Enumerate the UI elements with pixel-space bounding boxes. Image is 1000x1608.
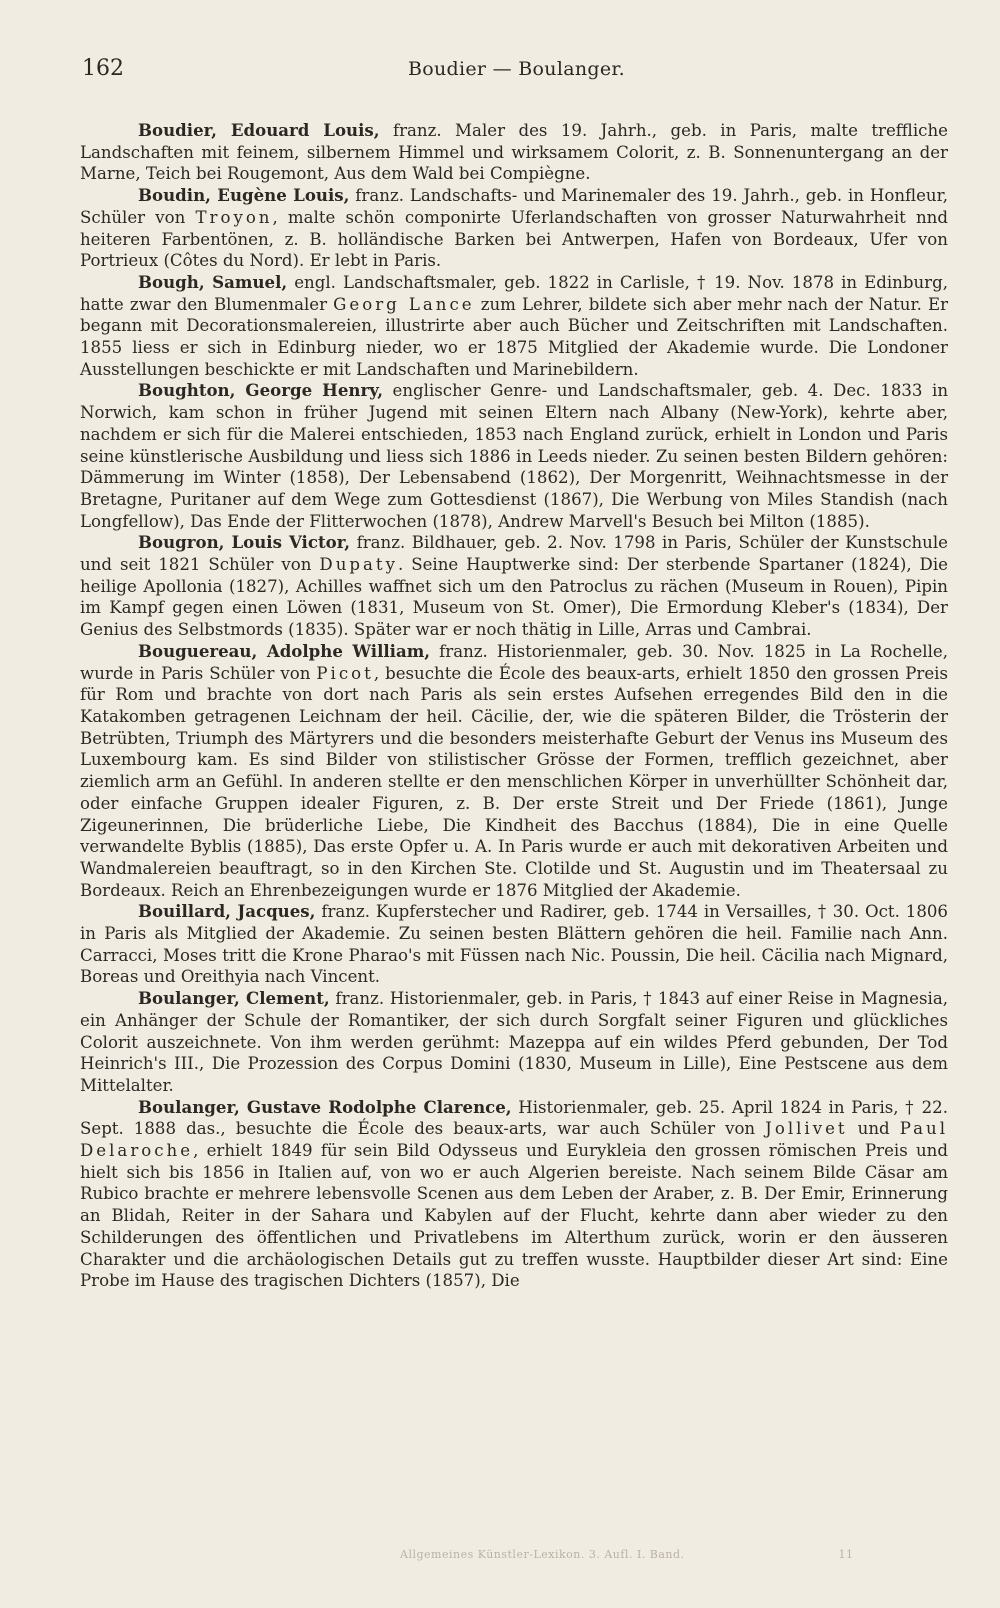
entry-text: franz. Landschafts- und Marinemaler des 19. Jahrh., geb. in Honfleur, Schüler von	[80, 186, 948, 227]
entry-text: und	[847, 1119, 900, 1139]
entry-boudin	[80, 185, 948, 272]
entry-name: Bouguereau, Adolphe William,	[138, 640, 431, 661]
entry-text: franz. Kupferstecher und Radirer, geb. 1744 in Versailles, † 30. Oct. 1806 in Paris als Mitglied der Akademie. Zu seinen besten Blättern gehören die heil. Familie nach Ann. Carracci, Moses tritt die Krone Pharao's mit Füssen nach Nic. Poussin, Die heil. Cäcilia nach Mignard, Boreas und Oreithyia nach Vincent.	[80, 902, 948, 987]
spaced-name: Paul Delaroche	[80, 1119, 949, 1161]
entry-text: franz. Historienmaler, geb. in Paris, † 1843 auf einer Reise in Magnesia, ein Anhänger der Schule der Romantiker, der sich durch Sorgfalt seiner Figuren und glückliches Colorit auszeichnete. Von ihm werden gerühmt: Mazeppa auf ein wildes Pferd gebunden, Der Tod Heinrich's III., Die Prozession des Corpus Domini (1830, Museum in Lille), Eine Pestscene aus dem Mittelalter.	[80, 989, 948, 1095]
page-body	[80, 120, 948, 1292]
sheet-signature	[400, 1548, 854, 1561]
entry-text: Historienmaler, geb. 25. April 1824 in Paris, † 22. Sept. 1888 das., besuchte die École des beaux-arts, war auch Schüler von	[80, 1097, 948, 1139]
entry-bough	[80, 272, 948, 381]
entry-boulanger-gustave	[80, 1097, 948, 1292]
page-number: 162	[82, 56, 124, 81]
sheet-number: 11	[838, 1548, 854, 1561]
entry-text: . Seine Hauptwerke sind: Der sterbende Spartaner (1824), Die heilige Apollonia (1827), Achilles waffnet sich um den Patroclus zu rächen (Museum in Rouen), Pipin im Kampf gegen einen Löwen (1831, Museum von St. Omer), Die Ermordung Kleber's (1834), Der Genius des Selbstmords (1835). Später war er noch thätig in Lille, Arras und Cambrai.	[80, 555, 948, 640]
entry-text: franz. Historienmaler, geb. 30. Nov. 1825 in La Rochelle, wurde in Paris Schüler von	[80, 641, 948, 683]
entry-text: franz. Maler des 19. Jahrh., geb. in Paris, malte treffliche Landschaften mit feinem, silbernem Himmel und wirksamem Colorit, z. B. Sonnenuntergang an der Marne, Teich bei Rougemont, Aus dem Wald bei Compiègne.	[80, 121, 948, 184]
entry-text: engl. Landschaftsmaler, geb. 1822 in Carlisle, † 19. Nov. 1878 in Edinburg, hatte zwar den Blumenmaler	[80, 272, 949, 314]
entry-name: Boulanger, Gustave Rodolphe Clarence,	[138, 1096, 512, 1117]
spaced-name: Jollivet	[765, 1119, 848, 1139]
running-title: Boudier — Boulanger.	[408, 58, 626, 80]
entry-text: franz. Bildhauer, geb. 2. Nov. 1798 in Paris, Schüler der Kunstschule und seit 1821 Schüler von	[80, 533, 948, 575]
entry-text: , malte schön componirte Uferlandschaften von grosser Naturwahrheit nnd heiteren Farbentönen, z. B. holländische Barken bei Antwerpen, Hafen von Bordeaux, Ufer von Portrieux (Côtes du Nord). Er lebt in Paris.	[80, 207, 948, 271]
page-header	[82, 56, 942, 86]
entry-text: zum Lehrer, bildete sich aber mehr nach der Natur. Er begann mit Decorationsmalereien, illustrirte aber auch Bücher und Zeitschriften mit Landschaften. 1855 liess er sich in Edinburg nieder, wo er 1875 Mitglied der Akademie wurde. Die Londoner Ausstellungen beschickte er mit Landschaften und Marinebildern.	[80, 294, 948, 379]
entry-name: Boudin, Eugène Louis,	[138, 185, 350, 206]
entry-name: Boulanger, Clement,	[138, 988, 330, 1009]
entry-text: , erhielt 1849 für sein Bild Odysseus und Eurykleia den grossen römischen Preis und hielt sich bis 1856 in Italien auf, von wo er auch Algerien bereiste. Nach seinem Bilde Cäsar am Rubico brachte er mehrere lebensvolle Scenen aus dem Leben der Araber, z. B. Der Emir, Erinnerung an Blidah, Reiter in der Sahara und Kabylen auf der Flucht, kehrte dann aber wieder zu den Schilderungen des öffentlichen und Privatlebens im Alterthum zurück, worin er den äusseren Charakter und die archäologischen Details gut zu treffen wusste. Hauptbilder dieser Art sind: Eine Probe im Hause des tragischen Dichters (1857), Die	[80, 1141, 948, 1291]
entry-text: englischer Genre- und Landschaftsmaler, geb. 4. Dec. 1833 in Norwich, kam schon in früher Jugend mit seinen Eltern nach Albany (New-York), kehrte aber, nachdem er sich für die Malerei entschieden, 1853 nach England zurück, erhielt in London und Paris seine künstlerische Ausbildung und liess sich 1886 in Leeds nieder. Zu seinen besten Bildern gehören: Dämmerung im Winter (1858), Der Lebensabend (1862), Der Morgenritt, Weihnachtsmesse in der Bretagne, Puritaner auf dem Wege zum Gottesdienst (1867), Die Werbung von Miles Standish (nach Longfellow), Das Ende der Flitterwochen (1878), Andrew Marvell's Besuch bei Milton (1885).	[80, 381, 949, 531]
entry-boulanger-clement	[80, 988, 948, 1097]
entry-bougron	[80, 532, 948, 641]
entry-name: Bougron, Louis Victor,	[138, 532, 351, 553]
signature-text: Allgemeines Künstler-Lexikon. 3. Aufl. I. Band.	[400, 1548, 685, 1561]
entry-boughton	[80, 380, 948, 532]
entry-text: , besuchte die École des beaux-arts, erhielt 1850 den grossen Preis für Rom und brachte von dort nach Paris als sein erstes Aufsehen erregendes Bild den in die Katakomben getragenen Leichnam der heil. Cäcilie, der, wie die späteren Bilder, die Trösterin der Betrübten, Triumph des Märtyrers und die besonders meisterhafte Geburt der Venus ins Museum des Luxembourg kam. Es sind Bilder von stilistischer Grösse der Formen, trefflich gezeichnet, aber ziemlich arm an Gefühl. In anderen stellte er den menschlichen Körper in unverhüllter Schönheit dar, oder einfache Gruppen idealer Figuren, z. B. Der erste Streit und Der Friede (1861), Junge Zigeunerinnen, Die brüderliche Liebe, Die Kindheit des Bacchus (1884), Die in eine Quelle verwandelte Byblis (1885), Das erste Opfer u. A. In Paris wurde er auch mit dekorativen Arbeiten und Wandmalereien beauftragt, so in den Kirchen Ste. Clotilde und St. Augustin und im Theatersaal zu Bordeaux. Reich an Ehrenbezeigungen wurde er 1876 Mitglied der Akademie.	[80, 663, 948, 900]
entry-name: Bough, Samuel,	[138, 271, 288, 292]
entry-boudier	[80, 120, 948, 185]
spaced-name: Dupaty	[319, 555, 398, 575]
entry-name: Boughton, George Henry,	[138, 380, 384, 401]
entry-bouillard	[80, 901, 948, 988]
entry-name: Boudier, Edouard Louis,	[138, 120, 380, 140]
entry-bouguereau	[80, 641, 948, 901]
spaced-name: Troyon	[195, 207, 273, 227]
spaced-name: Picot	[316, 663, 374, 683]
entry-name: Bouillard, Jacques,	[138, 901, 316, 922]
spaced-name: Georg Lance	[333, 294, 475, 314]
